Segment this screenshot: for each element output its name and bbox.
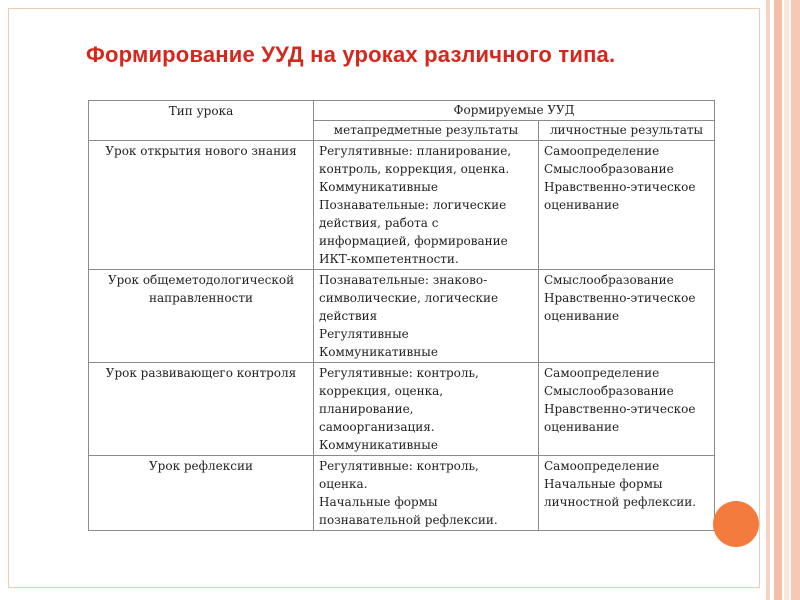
personal-cell — [539, 141, 715, 270]
lesson-type-cell — [89, 456, 314, 531]
personal-cell-line: Нравственно-этическое — [544, 402, 696, 416]
metasubject-cell-line: самоорганизация. — [319, 420, 435, 434]
metasubject-cell — [314, 141, 539, 270]
personal-cell — [539, 363, 715, 456]
metasubject-cell-line: Регулятивные: контроль, — [319, 459, 479, 473]
metasubject-cell-line: Начальные формы — [319, 495, 438, 509]
lesson-type-cell-line: Урок развивающего контроля — [105, 366, 297, 380]
metasubject-cell-line: планирование, — [319, 402, 414, 416]
personal-cell — [539, 456, 715, 531]
metasubject-cell-line: оценка. — [319, 477, 368, 491]
metasubject-cell-line: Коммуникативные — [319, 180, 438, 194]
lesson-type-cell — [89, 363, 314, 456]
personal-cell-line: Самоопределение — [544, 144, 660, 158]
lesson-type-cell-line: направленности — [148, 291, 254, 305]
metasubject-cell-line: коррекция, оценка, — [319, 384, 444, 398]
lesson-type-cell-line: Урок открытия нового знания — [105, 144, 297, 158]
personal-cell-line: оценивание — [544, 198, 620, 212]
personal-cell-line: Начальные формы — [544, 477, 663, 491]
personal-cell-line: Самоопределение — [544, 459, 660, 473]
table-header-row — [89, 101, 715, 121]
metasubject-cell-line: Регулятивные — [319, 327, 409, 341]
personal-cell-line: Нравственно-этическое — [544, 180, 696, 194]
table-row-control — [89, 363, 715, 456]
metasubject-cell-line: Познавательные: логические — [319, 198, 507, 212]
lesson-type-cell — [89, 270, 314, 363]
personal-cell-line: Смыслообразование — [544, 384, 674, 398]
header-metasubject-results: метапредметные результаты — [314, 121, 539, 141]
personal-cell-line: Самоопределение — [544, 366, 660, 380]
lesson-type-cell-line: Урок рефлексии — [148, 459, 253, 473]
metasubject-cell-line: Познавательные: знаково- — [319, 273, 488, 287]
table-row-reflection — [89, 456, 715, 531]
personal-cell-line: оценивание — [544, 309, 620, 323]
metasubject-cell-line: познавательной рефлексии. — [319, 513, 498, 527]
personal-cell-line: Смыслообразование — [544, 273, 674, 287]
personal-cell — [539, 270, 715, 363]
metasubject-cell-line: Коммуникативные — [319, 438, 438, 452]
decorative-edge-stripes — [760, 0, 800, 600]
lesson-type-cell — [89, 141, 314, 270]
header-lesson-type: Тип урока — [89, 101, 314, 141]
metasubject-cell — [314, 456, 539, 531]
metasubject-cell-line: действия, работа с — [319, 216, 439, 230]
header-personal-results: личностные результаты — [539, 121, 715, 141]
lesson-type-cell-line: Урок общеметодологической — [107, 273, 295, 287]
header-formed-uud: Формируемые УУД — [314, 101, 715, 121]
table-row-methodological — [89, 270, 715, 363]
decorative-orange-circle — [713, 501, 759, 547]
metasubject-cell-line: действия — [319, 309, 378, 323]
metasubject-cell-line: Регулятивные: планирование, — [319, 144, 512, 158]
metasubject-cell — [314, 270, 539, 363]
metasubject-cell-line: информацией, формирование — [319, 234, 508, 248]
metasubject-cell — [314, 363, 539, 456]
personal-cell-line: личностной рефлексии. — [544, 495, 697, 509]
metasubject-cell-line: Регулятивные: контроль, — [319, 366, 479, 380]
personal-cell-line: Нравственно-этическое — [544, 291, 696, 305]
metasubject-cell-line: ИКТ-компетентности. — [319, 252, 459, 266]
metasubject-cell-line: Коммуникативные — [319, 345, 438, 359]
table-row-discovery — [89, 141, 715, 270]
metasubject-cell-line: контроль, коррекция, оценка. — [319, 162, 510, 176]
metasubject-cell-line: символические, логические — [319, 291, 499, 305]
personal-cell-line: Смыслообразование — [544, 162, 674, 176]
personal-cell-line: оценивание — [544, 420, 620, 434]
slide-title: Формирование УУД на уроках различного типа. — [86, 42, 616, 67]
uud-table — [88, 100, 715, 531]
